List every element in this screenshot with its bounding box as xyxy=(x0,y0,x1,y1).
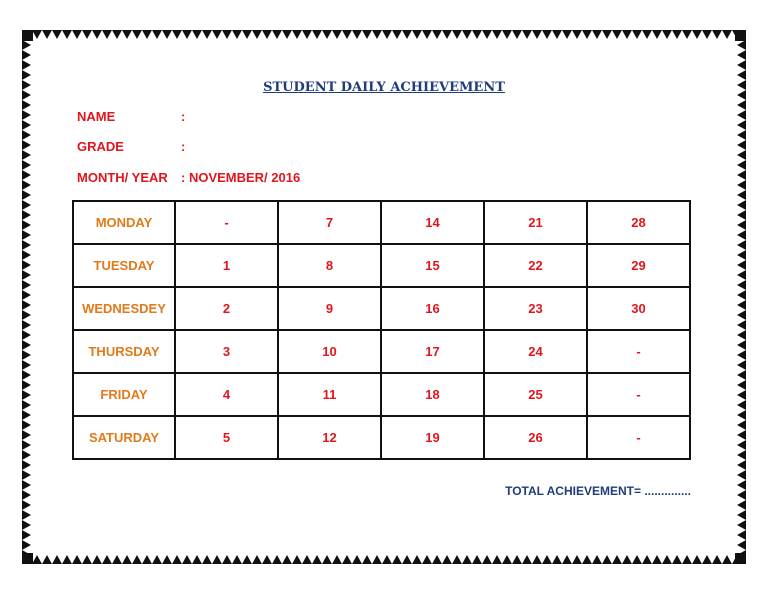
date-cell: 29 xyxy=(587,244,690,287)
date-cell: 1 xyxy=(175,244,278,287)
date-cell: 8 xyxy=(278,244,381,287)
calendar-row xyxy=(73,373,690,416)
date-cell: 23 xyxy=(484,287,587,330)
month-year-value: : NOVEMBER/ 2016 xyxy=(181,170,301,185)
month-year-field xyxy=(77,170,300,185)
date-cell: 17 xyxy=(381,330,484,373)
date-cell: 10 xyxy=(278,330,381,373)
date-cell: 16 xyxy=(381,287,484,330)
day-name-cell: TUESDAY xyxy=(73,244,175,287)
date-cell: 5 xyxy=(175,416,278,459)
date-cell: 14 xyxy=(381,201,484,244)
total-achievement: TOTAL ACHIEVEMENT= .............. xyxy=(505,484,691,498)
date-cell: 19 xyxy=(381,416,484,459)
date-cell: 4 xyxy=(175,373,278,416)
calendar-row xyxy=(73,287,690,330)
date-cell: 7 xyxy=(278,201,381,244)
date-cell: 30 xyxy=(587,287,690,330)
day-name-cell: FRIDAY xyxy=(73,373,175,416)
date-cell: 18 xyxy=(381,373,484,416)
calendar-row xyxy=(73,201,690,244)
day-name-cell: WEDNESDEY xyxy=(73,287,175,330)
date-cell: 11 xyxy=(278,373,381,416)
date-cell: - xyxy=(587,330,690,373)
grade-value: : xyxy=(181,139,186,154)
page-title: STUDENT DAILY ACHIEVEMENT xyxy=(263,80,505,95)
date-cell: 9 xyxy=(278,287,381,330)
date-cell: 24 xyxy=(484,330,587,373)
date-cell: - xyxy=(587,373,690,416)
date-cell: 22 xyxy=(484,244,587,287)
calendar-row xyxy=(73,244,690,287)
date-cell: 26 xyxy=(484,416,587,459)
day-name-cell: MONDAY xyxy=(73,201,175,244)
calendar-table xyxy=(72,200,691,460)
day-name-cell: SATURDAY xyxy=(73,416,175,459)
date-cell: 25 xyxy=(484,373,587,416)
calendar-row xyxy=(73,330,690,373)
date-cell: 3 xyxy=(175,330,278,373)
date-cell: - xyxy=(587,416,690,459)
date-cell: 15 xyxy=(381,244,484,287)
name-field xyxy=(77,109,185,124)
date-cell: - xyxy=(175,201,278,244)
name-label: NAME xyxy=(77,109,116,124)
day-name-cell: THURSDAY xyxy=(73,330,175,373)
calendar-row xyxy=(73,416,690,459)
date-cell: 21 xyxy=(484,201,587,244)
date-cell: 28 xyxy=(587,201,690,244)
name-value: : xyxy=(181,109,186,124)
grade-field xyxy=(77,139,185,154)
month-year-label: MONTH/ YEAR xyxy=(77,170,168,185)
date-cell: 2 xyxy=(175,287,278,330)
grade-label: GRADE xyxy=(77,139,124,154)
date-cell: 12 xyxy=(278,416,381,459)
